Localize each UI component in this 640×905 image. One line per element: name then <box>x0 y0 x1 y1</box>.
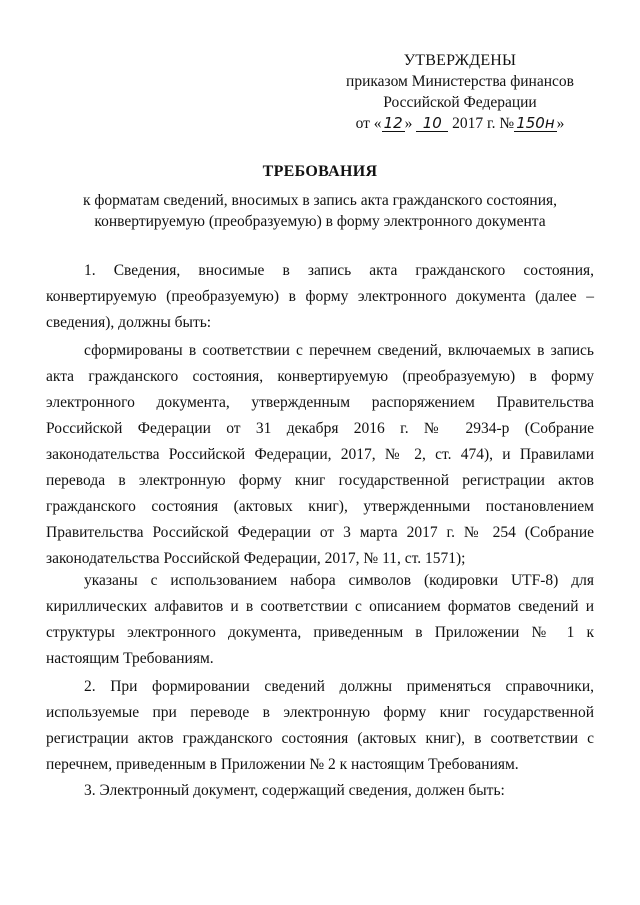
paragraph-1-item-1: сформированы в соответствии с перечнем сведений, включаемых в запись акта гражданского состояния, конвертируемую (преобразуемую) в форму электронного документа, утвержденным распоряжением Правительства Российской Федерации от 31 декабря 2016 г. № 2934-р (Собрание законодательства Российской Федерации, 2017, № 2, ст. 474), и Правилами перевода в электронную форму книг государственной регистрации актов гражданского состояния (актовых книг), утвержденными постановлением Правительства Российской Федерации от 3 марта 2017 г. № 254 (Собрание законодательства Российской Федерации, 2017, № 11, ст. 1571); <box>46 342 594 567</box>
paragraph-1-item-2: указаны с использованием набора символов (кодировки UTF-8) для кириллических алфавитов и в соответствии с описанием форматов сведений и структуры электронного документа, приведенным в Приложении № 1 к настоящим Требованиям. <box>46 572 594 667</box>
approval-date-line <box>330 113 590 134</box>
approval-order-line: приказом Министерства финансов <box>346 73 574 90</box>
approval-block <box>330 50 590 134</box>
document-title: ТРЕБОВАНИЯ <box>262 163 378 180</box>
paragraph-1: 1. Сведения, вносимые в запись акта гражданского состояния, конвертируемую (преобразуемую) в форму электронного документа (далее – сведения), должны быть: <box>46 262 594 331</box>
handwritten-number: 150н <box>516 114 555 132</box>
document-subtitle <box>60 190 580 232</box>
approval-heading: УТВЕРЖДЕНЫ <box>403 52 517 69</box>
paragraph-2: 2. При формировании сведений должны применяться справочники, используемые при переводе в электронную форму книг государственной регистрации актов гражданского состояния (актовых книг), в соответствии с перечнем, приведенным в Приложении № 2 к настоящим Требованиям. <box>46 678 594 773</box>
date-prefix: от « <box>355 115 382 132</box>
handwritten-month: 10 <box>416 116 448 132</box>
paragraph-3: 3. Электронный документ, содержащий сведения, должен быть: <box>84 782 505 799</box>
handwritten-day: 12 <box>383 114 403 132</box>
date-suffix: » <box>556 115 565 132</box>
date-mid: » <box>404 115 413 132</box>
subtitle-line-1: к форматам сведений, вносимых в запись акта гражданского состояния, <box>82 192 558 209</box>
subtitle-line-2: конвертируемую (преобразуемую) в форму электронного документа <box>94 213 546 230</box>
date-year: 2017 г. № <box>452 115 515 132</box>
approval-federation-line: Российской Федерации <box>383 94 537 111</box>
